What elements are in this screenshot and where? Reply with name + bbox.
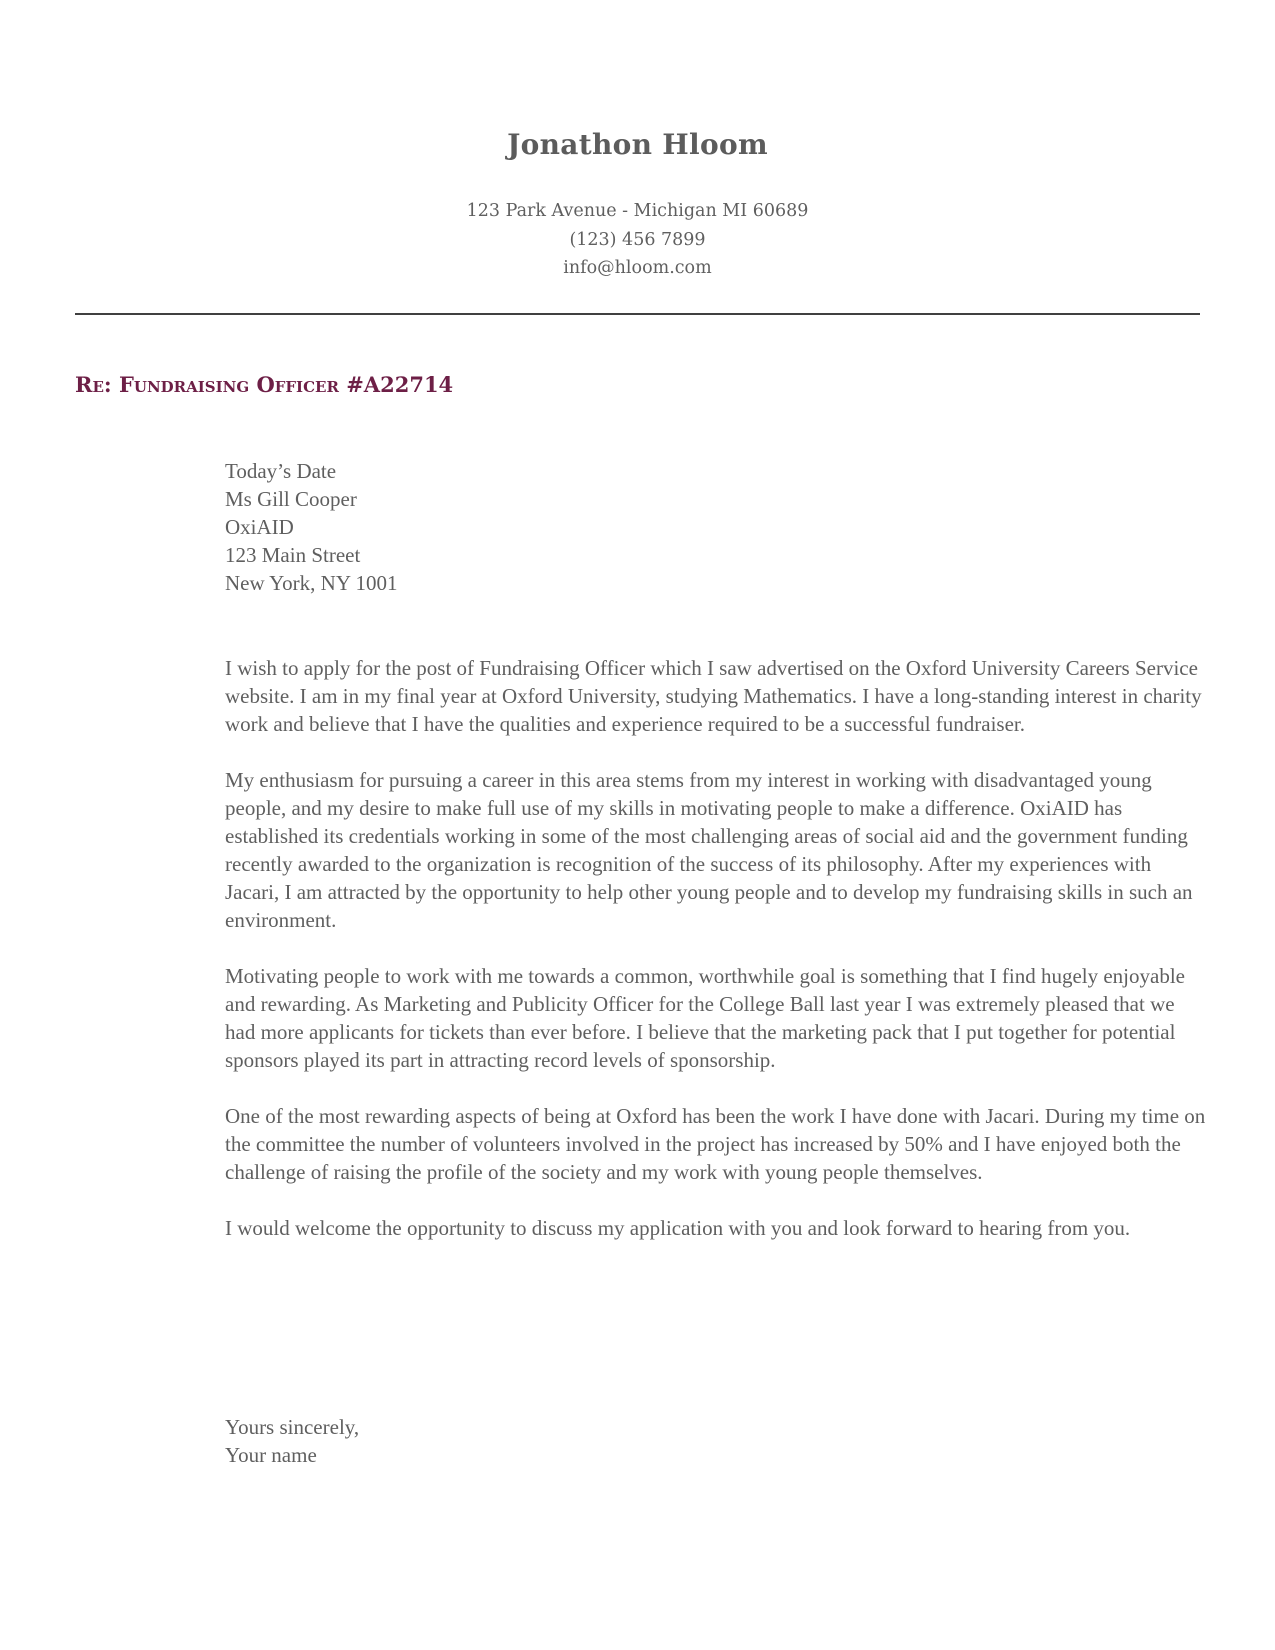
- header-divider: [75, 313, 1200, 315]
- sender-email: info@hloom.com: [563, 258, 712, 278]
- subject-line: Re: Fundraising Officer #A22714: [75, 372, 454, 397]
- body-paragraph: My enthusiasm for pursuing a career in this area stems from my interest in working with disadvantaged young people, and my desire to make full use of my skills in motivating people to make a difference. OxiAID has established its credentials working in some of the most challenging areas of social aid and the government funding recently awarded to the organization is recognition of the success of its philosophy. After my experiences with Jacari, I am attracted by the opportunity to help other young people and to develop my fundraising skills in such an environment.: [225, 768, 1193, 932]
- sender-name: Jonathon Hloom: [507, 128, 768, 161]
- recipient-block: [225, 457, 1210, 597]
- recipient-company: OxiAID: [225, 515, 294, 539]
- sender-address: 123 Park Avenue - Michigan MI 60689: [466, 201, 809, 221]
- closing-block: [225, 1413, 1210, 1469]
- recipient-name: Ms Gill Cooper: [225, 487, 357, 511]
- recipient-street: 123 Main Street: [225, 543, 361, 567]
- body-paragraph: I wish to apply for the post of Fundraising Officer which I saw advertised on the Oxford University Careers Service website. I am in my final year at Oxford University, studying Mathematics. I have a long-standing interest in charity work and believe that I have the qualities and experience required to be a successful fundraiser.: [225, 656, 1202, 736]
- body-paragraph: I would welcome the opportunity to discuss my application with you and look forward to hearing from you.: [225, 1216, 1131, 1240]
- letter-body: [225, 654, 1210, 1270]
- closing-signature: Your name: [225, 1443, 317, 1467]
- sender-phone: (123) 456 7899: [569, 229, 706, 250]
- body-paragraph: Motivating people to work with me towards a common, worthwhile goal is something that I find hugely enjoyable and rewarding. As Marketing and Publicity Officer for the College Ball last year I was extremely pleased that we had more applicants for tickets than ever before. I believe that the marketing pack that I put together for potential sponsors played its part in attracting record levels of sponsorship.: [225, 964, 1185, 1072]
- body-paragraph: One of the most rewarding aspects of being at Oxford has been the work I have done with Jacari. During my time on the committee the number of volunteers involved in the project has increased by 50% and I have enjoyed both the challenge of raising the profile of the society and my work with young people themselves.: [225, 1104, 1206, 1184]
- sender-contact: [0, 197, 1275, 283]
- closing-salutation: Yours sincerely,: [225, 1415, 360, 1439]
- recipient-city: New York, NY 1001: [225, 571, 398, 595]
- letter-date: Today’s Date: [225, 459, 337, 483]
